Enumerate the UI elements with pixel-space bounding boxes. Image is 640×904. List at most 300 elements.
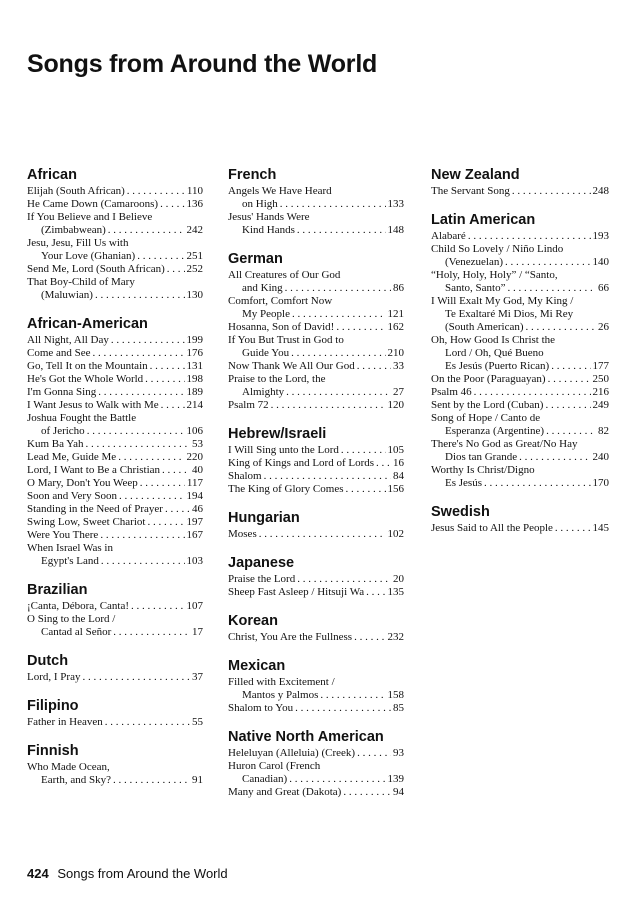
song-title: Jesus' Hands Were xyxy=(228,211,310,223)
entry-line xyxy=(228,773,404,786)
song-title: Lord, I Pray xyxy=(27,671,81,683)
entry-line xyxy=(27,529,203,542)
section-heading: Hungarian xyxy=(228,510,300,526)
dot-leader xyxy=(291,347,385,360)
entry-line xyxy=(228,198,404,211)
entry-line xyxy=(27,386,203,399)
dot-leader xyxy=(131,600,184,613)
page-ref: 249 xyxy=(592,399,609,411)
song-title: Worthy Is Christ/Digno xyxy=(431,464,535,476)
index-entry xyxy=(228,760,404,786)
song-title: Child So Lovely / Niño Lindo xyxy=(431,243,564,255)
page-ref: 26 xyxy=(598,321,609,333)
dot-leader xyxy=(297,224,386,237)
song-title: I Will Sing unto the Lord xyxy=(228,444,339,456)
page-ref: 252 xyxy=(186,263,203,275)
page-ref: 103 xyxy=(186,555,203,567)
index-section xyxy=(228,554,404,599)
index-entry xyxy=(228,702,404,715)
page-ref: 117 xyxy=(186,477,203,489)
song-title: Cantad al Señor xyxy=(41,626,112,638)
entry-line xyxy=(228,760,404,773)
page-ref: 107 xyxy=(186,600,203,612)
entry-line xyxy=(228,334,404,347)
index-entry xyxy=(228,295,404,321)
dot-leader xyxy=(145,373,184,386)
song-title: That Boy-Child of Mary xyxy=(27,276,135,288)
page-ref: 156 xyxy=(387,483,404,495)
song-title: Praise to the Lord, the xyxy=(228,373,326,385)
entry-list xyxy=(27,761,203,787)
index-entry xyxy=(431,295,609,334)
index-entry xyxy=(228,470,404,483)
entry-line xyxy=(431,412,609,425)
dot-leader xyxy=(548,373,591,386)
index-section xyxy=(228,425,404,496)
index-entry xyxy=(27,600,203,613)
section-heading: Native North American xyxy=(228,729,384,745)
index-entry xyxy=(27,237,203,263)
index-entry xyxy=(431,386,609,399)
index-entry xyxy=(431,412,609,438)
entry-line xyxy=(27,224,203,237)
entry-line xyxy=(27,438,203,451)
index-entry xyxy=(27,613,203,639)
index-entry xyxy=(228,573,404,586)
song-title: Lead Me, Guide Me xyxy=(27,451,117,463)
index-entry xyxy=(431,522,609,535)
song-title: Earth, and Sky? xyxy=(41,774,111,786)
song-title: Hosanna, Son of David! xyxy=(228,321,335,333)
song-title: on High xyxy=(242,198,278,210)
page-ref: 176 xyxy=(186,347,203,359)
index-entry xyxy=(27,334,203,347)
entry-line xyxy=(228,399,404,412)
page-ref: 133 xyxy=(387,198,404,210)
dot-leader xyxy=(280,198,386,211)
index-entry xyxy=(27,347,203,360)
entry-line xyxy=(228,444,404,457)
index-section xyxy=(431,211,609,490)
index-entry xyxy=(27,399,203,412)
entry-line xyxy=(431,386,609,399)
entry-list xyxy=(431,230,609,490)
song-title: I Will Exalt My God, My King / xyxy=(431,295,574,307)
dot-leader xyxy=(289,773,385,786)
entry-line xyxy=(228,676,404,689)
entry-line xyxy=(228,211,404,224)
entry-line xyxy=(228,295,404,308)
song-title: Psalm 72 xyxy=(228,399,269,411)
song-title: King of Kings and Lord of Lords xyxy=(228,457,375,469)
song-title: Oh, How Good Is Christ the xyxy=(431,334,556,346)
entry-list xyxy=(228,747,404,799)
song-title: Angels We Have Heard xyxy=(228,185,332,197)
dot-leader xyxy=(357,747,391,760)
section-heading: Finnish xyxy=(27,743,79,759)
entry-line xyxy=(27,555,203,568)
dot-leader xyxy=(119,490,185,503)
index-section xyxy=(228,509,404,541)
index-entry xyxy=(27,477,203,490)
song-title: Now Thank We All Our God xyxy=(228,360,355,372)
index-section xyxy=(228,166,404,237)
index-entry xyxy=(27,276,203,302)
song-title: My People xyxy=(242,308,290,320)
index-entry xyxy=(228,631,404,644)
index-entry xyxy=(27,671,203,684)
dot-leader xyxy=(150,360,185,373)
entry-line xyxy=(27,237,203,250)
index-section xyxy=(27,581,203,639)
index-entry xyxy=(27,761,203,787)
index-section xyxy=(27,166,203,302)
entry-line xyxy=(431,347,609,360)
page-ref: 139 xyxy=(387,773,404,785)
running-title: Songs from Around the World xyxy=(57,866,228,881)
entry-line xyxy=(27,774,203,787)
index-entry xyxy=(228,747,404,760)
dot-leader xyxy=(555,522,591,535)
entry-line xyxy=(228,386,404,399)
page-ref: 55 xyxy=(192,716,203,728)
entry-line xyxy=(228,747,404,760)
entry-line xyxy=(228,702,404,715)
song-title: Es Jesús (Puerto Rican) xyxy=(445,360,550,372)
index-section xyxy=(27,652,203,684)
entry-list xyxy=(27,334,203,568)
page-ref: 242 xyxy=(186,224,203,236)
page-ref: 66 xyxy=(598,282,609,294)
page-ref: 199 xyxy=(186,334,203,346)
entry-line xyxy=(27,761,203,774)
entry-line xyxy=(27,542,203,555)
entry-line xyxy=(27,451,203,464)
section-heading: Dutch xyxy=(27,653,69,669)
index-entry xyxy=(228,528,404,541)
entry-line xyxy=(431,243,609,256)
song-title: Go, Tell It on the Mountain xyxy=(27,360,148,372)
dot-leader xyxy=(484,477,591,490)
song-title: Shalom to You xyxy=(228,702,294,714)
dot-leader xyxy=(160,198,184,211)
index-entry xyxy=(27,412,203,438)
section-heading: Mexican xyxy=(228,658,286,674)
song-title: Psalm 46 xyxy=(431,386,472,398)
dot-leader xyxy=(113,774,190,787)
dot-leader xyxy=(162,464,190,477)
page-ref: 91 xyxy=(192,774,203,786)
index-entry xyxy=(27,360,203,373)
page-ref: 33 xyxy=(393,360,404,372)
entry-line xyxy=(27,263,203,276)
index-entry xyxy=(27,464,203,477)
entry-line xyxy=(228,269,404,282)
page-ref: 248 xyxy=(592,185,609,197)
section-heading: French xyxy=(228,167,277,183)
index-section xyxy=(228,728,404,799)
page-ref: 17 xyxy=(192,626,203,638)
entry-list xyxy=(228,631,404,644)
page-ref: 46 xyxy=(192,503,203,515)
page-ref: 162 xyxy=(387,321,404,333)
song-title: Esperanza (Argentine) xyxy=(445,425,545,437)
dot-leader xyxy=(512,185,591,198)
dot-leader xyxy=(137,250,184,263)
song-title: Joshua Fought the Battle xyxy=(27,412,137,424)
index-entry xyxy=(27,529,203,542)
dot-leader xyxy=(286,386,391,399)
entry-line xyxy=(27,477,203,490)
dot-leader xyxy=(320,689,385,702)
page-ref: 27 xyxy=(393,386,404,398)
dot-leader xyxy=(118,451,184,464)
entry-line xyxy=(431,522,609,535)
page-ref: 130 xyxy=(186,289,203,301)
song-title: O Mary, Don't You Weep xyxy=(27,477,138,489)
section-heading: Japanese xyxy=(228,555,295,571)
song-title: Lord / Oh, Qué Bueno xyxy=(445,347,544,359)
dot-leader xyxy=(468,230,591,243)
entry-line xyxy=(27,360,203,373)
index-entry xyxy=(27,211,203,237)
entry-line xyxy=(228,373,404,386)
song-title: Shalom xyxy=(228,470,262,482)
index-entry xyxy=(27,490,203,503)
entry-line xyxy=(431,360,609,373)
index-entry xyxy=(27,373,203,386)
page-ref: 170 xyxy=(592,477,609,489)
song-title: There's No God as Great/No Hay xyxy=(431,438,578,450)
entry-list xyxy=(228,573,404,599)
entry-line xyxy=(228,586,404,599)
dot-leader xyxy=(285,282,391,295)
entry-list xyxy=(228,444,404,496)
entry-line xyxy=(27,516,203,529)
song-title: Sheep Fast Asleep / Hitsuji Wa xyxy=(228,586,365,598)
song-title: O Sing to the Lord / xyxy=(27,613,116,625)
page-ref: 37 xyxy=(192,671,203,683)
entry-line xyxy=(228,347,404,360)
entry-line xyxy=(228,185,404,198)
page-ref: 136 xyxy=(186,198,203,210)
dot-leader xyxy=(376,457,391,470)
entry-line xyxy=(27,250,203,263)
song-title: Almighty xyxy=(242,386,285,398)
entry-line xyxy=(27,671,203,684)
song-title: I Want Jesus to Walk with Me xyxy=(27,399,159,411)
entry-line xyxy=(27,412,203,425)
entry-line xyxy=(431,464,609,477)
section-heading: African xyxy=(27,167,77,183)
dot-leader xyxy=(167,263,185,276)
index-entry xyxy=(228,185,404,211)
dot-leader xyxy=(140,477,185,490)
page-ref: 210 xyxy=(387,347,404,359)
song-title: Soon and Very Soon xyxy=(27,490,117,502)
page-ref: 197 xyxy=(186,516,203,528)
entry-line xyxy=(228,631,404,644)
page-title: Songs from Around the World xyxy=(27,50,378,78)
index-column-1 xyxy=(27,166,203,800)
page-ref: 145 xyxy=(592,522,609,534)
section-heading: Korean xyxy=(228,613,278,629)
song-title: Kind Hands xyxy=(242,224,295,236)
index-entry xyxy=(228,676,404,702)
dot-leader xyxy=(82,671,190,684)
page-ref: 189 xyxy=(186,386,203,398)
index-entry xyxy=(228,586,404,599)
entry-line xyxy=(228,224,404,237)
dot-leader xyxy=(264,470,391,483)
entry-list xyxy=(27,671,203,684)
page-ref: 85 xyxy=(393,702,404,714)
dot-leader xyxy=(101,555,185,568)
index-section xyxy=(27,697,203,729)
section-heading: Hebrew/Israeli xyxy=(228,426,327,442)
page-ref: 193 xyxy=(592,230,609,242)
index-entry xyxy=(27,263,203,276)
entry-line xyxy=(431,256,609,269)
entry-line xyxy=(228,689,404,702)
dot-leader xyxy=(86,438,190,451)
entry-line xyxy=(228,282,404,295)
section-heading: German xyxy=(228,251,283,267)
section-heading: New Zealand xyxy=(431,167,520,183)
song-title: (South American) xyxy=(445,321,524,333)
dot-leader xyxy=(95,289,185,302)
index-column-3 xyxy=(431,166,609,548)
entry-list xyxy=(27,716,203,729)
dot-leader xyxy=(366,586,385,599)
page-ref: 167 xyxy=(186,529,203,541)
song-title: Who Made Ocean, xyxy=(27,761,110,773)
page-ref: 40 xyxy=(192,464,203,476)
song-title: The King of Glory Comes xyxy=(228,483,344,495)
page-ref: 94 xyxy=(393,786,404,798)
dot-leader xyxy=(354,631,385,644)
entry-list xyxy=(228,676,404,715)
dot-leader xyxy=(271,399,386,412)
page-ref: 121 xyxy=(387,308,404,320)
index-entry xyxy=(228,457,404,470)
dot-leader xyxy=(343,786,391,799)
index-entry xyxy=(27,542,203,568)
index-entry xyxy=(228,321,404,334)
entry-line xyxy=(27,276,203,289)
song-title: Christ, You Are the Fullness xyxy=(228,631,353,643)
dot-leader xyxy=(545,399,590,412)
dot-leader xyxy=(105,716,190,729)
dot-leader xyxy=(108,224,185,237)
index-entry xyxy=(27,516,203,529)
song-title: Jesu, Jesu, Fill Us with xyxy=(27,237,129,249)
entry-list xyxy=(27,600,203,639)
song-title: Send Me, Lord (South African) xyxy=(27,263,165,275)
dot-leader xyxy=(147,516,184,529)
dot-leader xyxy=(127,185,185,198)
entry-line xyxy=(431,185,609,198)
page-ref: 105 xyxy=(387,444,404,456)
dot-leader xyxy=(113,626,190,639)
song-title: Moses xyxy=(228,528,257,540)
entry-line xyxy=(27,600,203,613)
song-title: If You But Trust in God to xyxy=(228,334,344,346)
song-title: Comfort, Comfort Now xyxy=(228,295,333,307)
entry-line xyxy=(27,613,203,626)
entry-line xyxy=(27,373,203,386)
entry-line xyxy=(431,451,609,464)
entry-line xyxy=(431,295,609,308)
index-entry xyxy=(228,373,404,399)
song-title: Te Exaltaré Mi Dios, Mi Rey xyxy=(445,308,574,320)
page-ref: 93 xyxy=(393,747,404,759)
song-title: Kum Ba Yah xyxy=(27,438,84,450)
page-ref: 140 xyxy=(592,256,609,268)
entry-line xyxy=(431,269,609,282)
index-section xyxy=(431,503,609,535)
index-entry xyxy=(228,211,404,237)
song-title: If You Believe and I Believe xyxy=(27,211,153,223)
page-number: 424 xyxy=(27,866,49,881)
song-title: Were You There xyxy=(27,529,99,541)
song-title: The Servant Song xyxy=(431,185,510,197)
index-entry xyxy=(27,198,203,211)
page-ref: 131 xyxy=(186,360,203,372)
dot-leader xyxy=(165,503,190,516)
page-ref: 198 xyxy=(186,373,203,385)
dot-leader xyxy=(546,425,596,438)
entry-line xyxy=(27,399,203,412)
index-entry xyxy=(27,716,203,729)
page-ref: 240 xyxy=(592,451,609,463)
entry-line xyxy=(27,289,203,302)
page-ref: 120 xyxy=(387,399,404,411)
song-title: Come and See xyxy=(27,347,91,359)
dot-leader xyxy=(98,386,184,399)
entry-line xyxy=(228,360,404,373)
page-ref: 220 xyxy=(186,451,203,463)
song-title: He Came Down (Camaroons) xyxy=(27,198,159,210)
entry-line xyxy=(228,528,404,541)
dot-leader xyxy=(297,573,391,586)
page-ref: 250 xyxy=(592,373,609,385)
song-title: Huron Carol (French xyxy=(228,760,321,772)
song-title: Jesus Said to All the People xyxy=(431,522,553,534)
entry-line xyxy=(431,282,609,295)
dot-leader xyxy=(295,702,391,715)
song-title: (Venezuelan) xyxy=(445,256,504,268)
index-section xyxy=(228,657,404,715)
dot-leader xyxy=(292,308,386,321)
section-heading: Latin American xyxy=(431,212,536,228)
song-title: Many and Great (Dakota) xyxy=(228,786,342,798)
page-ref: 86 xyxy=(393,282,404,294)
entry-line xyxy=(431,308,609,321)
song-title: (Zimbabwean) xyxy=(41,224,106,236)
entry-list xyxy=(228,528,404,541)
page-ref: 106 xyxy=(186,425,203,437)
entry-line xyxy=(27,198,203,211)
song-title: Canadian) xyxy=(242,773,288,785)
index-entry xyxy=(431,230,609,243)
song-title: Guide You xyxy=(242,347,290,359)
index-section xyxy=(228,250,404,412)
song-title: Filled with Excitement / xyxy=(228,676,335,688)
index-entry xyxy=(431,185,609,198)
page-ref: 84 xyxy=(393,470,404,482)
entry-line xyxy=(27,626,203,639)
